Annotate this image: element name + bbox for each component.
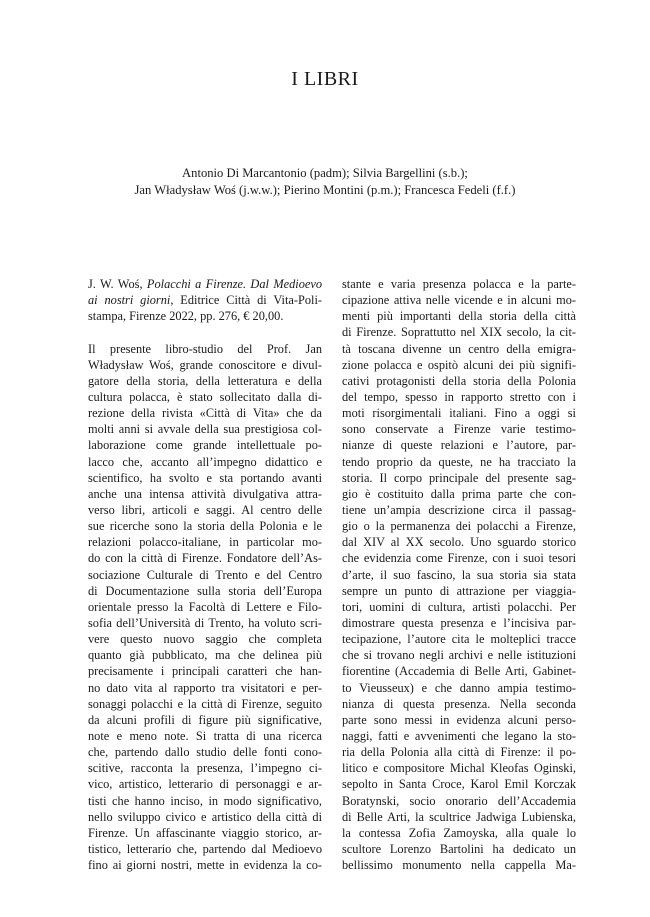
- left-body-line: tistico, letterario che, partendo dal Medioevo: [88, 841, 322, 856]
- left-body-line: Władysław Woś, grande conoscitore e divul-: [88, 357, 322, 372]
- left-body-line: anche una intensa attività divulgativa attra-: [88, 486, 322, 501]
- right-body-line: parte sono messi in evidenza alcuni perso-: [342, 712, 576, 727]
- right-body-line: menti più importanti della storia della città: [342, 309, 576, 324]
- left-body-line: sociazione Culturale di Trento e del Centro: [88, 567, 322, 582]
- right-body-line: nianza di questa presenza. Nella seconda: [342, 696, 576, 711]
- left-body-line: nello sviluppo civico e artistico della città di: [88, 809, 322, 824]
- left-body-line: do con la città di Firenze. Fondatore dell’As-: [88, 551, 322, 566]
- right-body-line: stante e varia presenza polacca e la parte-: [342, 277, 576, 291]
- right-body-text: [342, 276, 576, 873]
- right-body-line: sono conservate a Firenze varie testimo-: [342, 422, 576, 437]
- right-body-line: che si trovano negli archivi e nelle istituzioni: [342, 648, 576, 663]
- right-body-line: fiorentine (Accademia di Belle Arti, Gabinet-: [342, 664, 576, 679]
- right-body-line: di Belle Arti, la scultrice Jadwiga Lubienska,: [342, 809, 576, 824]
- right-body-line: scultore Lorenzo Bartolini ha dedicato un: [342, 841, 576, 856]
- left-column: [88, 276, 322, 873]
- authors-block: [0, 165, 650, 199]
- right-body-line: bellissimo monumento nella cappella Ma-: [342, 858, 576, 873]
- right-body-line: zione polacca e ospitò alcuni dei più signifi-: [342, 357, 576, 372]
- left-body-line: sofia dell’Università di Trento, ha voluto scri-: [88, 615, 322, 630]
- right-body-line: tendo proprio da queste, ne ha tracciato la: [342, 454, 576, 469]
- left-body-line: molti anni si avvale della sua prestigiosa col-: [88, 422, 322, 437]
- left-body-line: vico, artistico, letterario di personaggi e ar-: [88, 777, 322, 792]
- right-body-line: dimostrare questa presenza e l’incisiva par-: [342, 615, 576, 630]
- citation-line-2: [88, 292, 322, 308]
- left-body-line: scitive, racconta la presenza, l’impegno ci-: [88, 761, 322, 776]
- right-body-line: del tempo, spesso in rapporto stretto con i: [342, 389, 576, 404]
- left-body-line: orientale presso la Facoltà di Lettere e Filo-: [88, 599, 322, 614]
- right-body-line: tori, uomini di cultura, artisti polacchi. Per: [342, 599, 576, 614]
- right-body-line: sempre un punto di attrazione per viaggia-: [342, 583, 576, 598]
- citation-author: J. W. Woś,: [88, 277, 143, 291]
- right-body-line: cipazione attiva nelle vicende e in alcuni mo-: [342, 293, 576, 308]
- right-body-line: storia. Il corpo principale del presente sag-: [342, 470, 576, 485]
- left-body-line: Il presente libro-studio del Prof. Jan: [88, 341, 322, 356]
- left-body-line: note e meno note. Si tratta di una ricerca: [88, 728, 322, 743]
- citation-line-3: stampa, Firenze 2022, pp. 276, € 20,00.: [88, 309, 284, 324]
- right-body-line: di Firenze. Soprattutto nel XIX secolo, la cit-: [342, 325, 576, 340]
- authors-line-2: Jan Władysław Woś (j.w.w.); Pierino Montini (p.m.); Francesca Fedeli (f.f.): [134, 183, 516, 197]
- authors-line-1: Antonio Di Marcantonio (padm); Silvia Bargellini (s.b.);: [182, 166, 468, 180]
- left-body-line: lacco che, accanto all’impegno didattico e: [88, 454, 322, 469]
- left-body-line: gatore della storia, della letteratura e della: [88, 373, 322, 388]
- left-body-line: rezione della rivista «Città di Vita» che da: [88, 406, 322, 421]
- right-body-line: gio è costituito dalla prima parte che con-: [342, 486, 576, 501]
- left-body-line: relazioni polacco-italiane, in particolar mo-: [88, 535, 322, 550]
- left-body-line: da alcuni profili di figure più significative,: [88, 712, 322, 727]
- right-body-line: ria della Polonia alla città di Firenze: il po-: [342, 745, 576, 760]
- left-body-line: quanto già pubblicato, ma che delinea più: [88, 648, 322, 663]
- left-body-line: di Documentazione sulla storia dell’Europa: [88, 583, 322, 598]
- right-body-line: nianze di queste relazioni e l’autore, par-: [342, 438, 576, 453]
- right-column: [342, 276, 576, 873]
- right-body-line: la contessa Zofia Zamoyska, alla quale lo: [342, 825, 576, 840]
- right-body-line: litico e compositore Michal Kleofas Oginski,: [342, 761, 576, 776]
- paragraph-gap: [88, 324, 322, 340]
- right-body-line: d’arte, il suo fascino, la sua storia sia stata: [342, 567, 576, 582]
- left-body-line: Firenze. Un affascinante viaggio storico, ar-: [88, 825, 322, 840]
- right-body-line: gio o la permanenza dei polacchi a Firenze,: [342, 519, 576, 534]
- left-body-line: no dato vita al rapporto tra visitatori e per-: [88, 680, 322, 695]
- right-body-line: tiene un’ampia descrizione circa il passag-: [342, 502, 576, 517]
- right-body-line: che evidenzia come Firenze, con i suoi tesori: [342, 551, 576, 566]
- left-body-line: precisamente i principali caratteri che han-: [88, 664, 322, 679]
- left-body-line: verso libri, articoli e saggi. Al centro delle: [88, 502, 322, 517]
- left-body-text: [88, 341, 322, 874]
- citation-title-1: Polacchi a Firenze. Dal Medioevo: [146, 277, 322, 291]
- citation-line-1: [88, 276, 322, 292]
- left-body-line: sue ricerche sono la storia della Polonia e le: [88, 519, 322, 534]
- section-title: I LIBRI: [291, 68, 359, 90]
- right-body-line: tecipazione, l’autore cita le molteplici tracce: [342, 632, 576, 647]
- left-body-line: laborazione come grande intellettuale po-: [88, 438, 322, 453]
- citation-publisher: , Editrice Città di Vita-Poli-: [170, 293, 322, 308]
- right-body-line: naggi, fatti e avvenimenti che legano la sto-: [342, 728, 576, 743]
- left-body-line: che, partendo dallo studio delle fonti cono-: [88, 745, 322, 760]
- left-body-line: scientifico, ha svolto e sta portando avanti: [88, 470, 322, 485]
- right-body-line: sepolto in Santa Croce, Karol Emil Korczak: [342, 777, 576, 792]
- left-body-line: fino ai giorni nostri, mette in evidenza la co-: [88, 858, 322, 873]
- right-body-line: cativi protagonisti della storia della Polonia: [342, 373, 576, 388]
- left-body-line: cultura polacca, è stato sollecitato dalla di-: [88, 389, 322, 404]
- left-body-line: sonaggi polacchi e la città di Firenze, seguito: [88, 696, 322, 711]
- citation-title-2: ai nostri giorni: [88, 293, 171, 308]
- right-body-line: tà toscana divenne un centro della emigra-: [342, 341, 576, 356]
- right-body-line: to Vieusseux) e che danno ampia testimo-: [342, 680, 576, 695]
- left-body-line: tisti che hanno inciso, in modo significativo,: [88, 793, 322, 808]
- left-body-line: vere questo nuovo saggio che completa: [88, 632, 322, 647]
- right-body-line: moti risorgimentali italiani. Fino a oggi si: [342, 406, 576, 421]
- right-body-line: dal XIV al XX secolo. Uno sguardo storico: [342, 535, 576, 550]
- right-body-line: Boratynski, socio onorario dell’Accademia: [342, 793, 576, 808]
